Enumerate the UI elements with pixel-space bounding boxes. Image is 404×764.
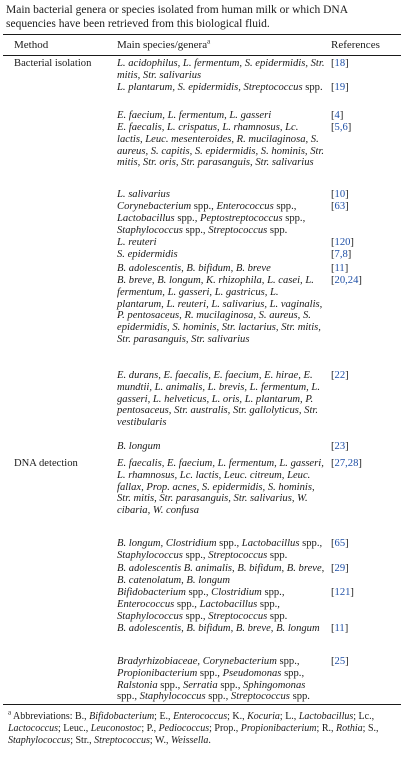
table-caption: Main bacterial genera or species isolated from human milk or which DNA sequencies have been retrieved from this biological fluid.	[6, 4, 348, 30]
group-dna-detection: DNA detection	[14, 458, 78, 469]
header-method: Method	[14, 39, 49, 51]
top-rule	[3, 34, 401, 35]
table-row-species: E. faecalis, E. faecium, L. fermentum, L. gasseri, L. rhamnosus, Lc. lactis, Leuc. citreum, Leuc. fallax, Prop. acnes, S. epidermidis, S. hominis, Str. mitis, Str. parasanguis, Str. salivarius, W. cibaria, W. confusa	[117, 458, 324, 517]
bottom-rule	[3, 704, 401, 705]
table-row-reference[interactable]: [20,24]	[331, 275, 362, 286]
table-row-species: B. adolescentis B. animalis, B. bifidum, B. breve, B. catenolatum, B. longum	[117, 563, 325, 586]
table-row-species: Corynebacterium spp., Enterococcus spp., Lactobacillus spp., Peptostreptococcus spp., Staphylococcus spp., Streptococcus spp.	[117, 201, 306, 236]
table-row-species: B. longum	[117, 441, 161, 452]
header-references: References	[331, 39, 380, 51]
table-row-species: E. durans, E. faecalis, E. faecium, E. hirae, E. mundtii, L. animalis, L. brevis, L. fermentum, L. gasseri, L. helveticus, L. oris, L. plantarum, P. pentosaceus, Str. australis, Str. gallolyticus, Str. vestibularis	[117, 370, 320, 429]
header-rule	[3, 55, 401, 56]
table-row-reference[interactable]: [25]	[331, 656, 349, 667]
table-row-species: L. plantarum, S. epidermidis, Streptococcus spp.	[117, 82, 323, 93]
table-row-reference[interactable]: [11]	[331, 263, 349, 274]
table-row-reference[interactable]: [5,6]	[331, 122, 352, 133]
table-row-reference[interactable]: [29]	[331, 563, 349, 574]
table-row-reference[interactable]: [22]	[331, 370, 349, 381]
table-row-reference[interactable]: [23]	[331, 441, 349, 452]
table-row-reference[interactable]: [19]	[331, 82, 349, 93]
header-species: Main species/genera$^a$	[117, 37, 211, 51]
table-row-reference[interactable]: [27,28]	[331, 458, 362, 469]
table-row-species: B. adolescentis, B. bifidum, B. breve	[117, 263, 271, 274]
table-row-reference[interactable]: [65]	[331, 538, 349, 549]
table-row-species: E. faecalis, L. crispatus, L. rhamnosus, Lc. lactis, Leuc. mesenteroides, R. mucilaginosa, S. aureus, S. capitis, S. epidermidis, S. hominis, Str. mitis, Str. oris, Str. parasanguis, Str. salivarius	[117, 122, 325, 169]
group-bacterial-isolation: Bacterial isolation	[14, 58, 92, 69]
table-row-species: E. faecium, L. fermentum, L. gasseri	[117, 110, 272, 121]
table-row-species: B. adolescentis, B. bifidum, B. breve, B. longum	[117, 623, 320, 634]
table-row-species: Bifidobacterium spp., Clostridium spp., Enterococcus spp., Lactobacillus spp., Staphylococcus spp., Streptococcus spp.	[117, 587, 288, 622]
table-row-species: S. epidermidis	[117, 249, 178, 260]
table-row-species: L. reuteri	[117, 237, 157, 248]
table-row-reference[interactable]: [121]	[331, 587, 354, 598]
table-row-reference[interactable]: [120]	[331, 237, 354, 248]
table-row-species: B. longum, Clostridium spp., Lactobacillus spp., Staphylococcus spp., Streptococcus spp.	[117, 538, 323, 561]
table-row-species: L. acidophilus, L. fermentum, S. epidermidis, Str. mitis, Str. salivarius	[117, 58, 325, 81]
table-row-reference[interactable]: [10]	[331, 189, 349, 200]
abbreviations-footnote: $^a$ Abbreviations: B., Bifidobacterium; E., Enterococcus; K., Kocuria; L., Lactobacillus; Lc., Lactococcus; Leuc., Leuconostoc; P., Pediococcus; Prop., Propionibacterium; R., Rothia; S., Staphylococcus; Str., Streptococcus; W., Weissella.	[8, 708, 379, 746]
table-row-species: Bradyrhizobiaceae, Corynebacterium spp., Propionibacterium spp., Pseudomonas spp., Ralstonia spp., Serratia spp., Sphingomonas spp., Staphylococcus spp., Streptococcus spp.	[117, 656, 310, 703]
table-row-reference[interactable]: [7,8]	[331, 249, 352, 260]
table-row-species: L. salivarius	[117, 189, 170, 200]
table-row-reference[interactable]: [18]	[331, 58, 349, 69]
table-row-species: B. breve, B. longum, K. rhizophila, L. casei, L. fermentum, L. gasseri, L. gastricus, L. plantarum, L. reuteri, L. salivarius, L. vaginalis, P. pentosaceus, R. mucilaginosa, S. aureus, S. epidermidis, S. hominis, Str. lactarius, Str. mitis, Str. parasanguis, Str. salivarius	[117, 275, 323, 345]
table-row-reference[interactable]: [11]	[331, 623, 349, 634]
table-row-reference[interactable]: [63]	[331, 201, 349, 212]
table-row-reference[interactable]: [4]	[331, 110, 344, 121]
